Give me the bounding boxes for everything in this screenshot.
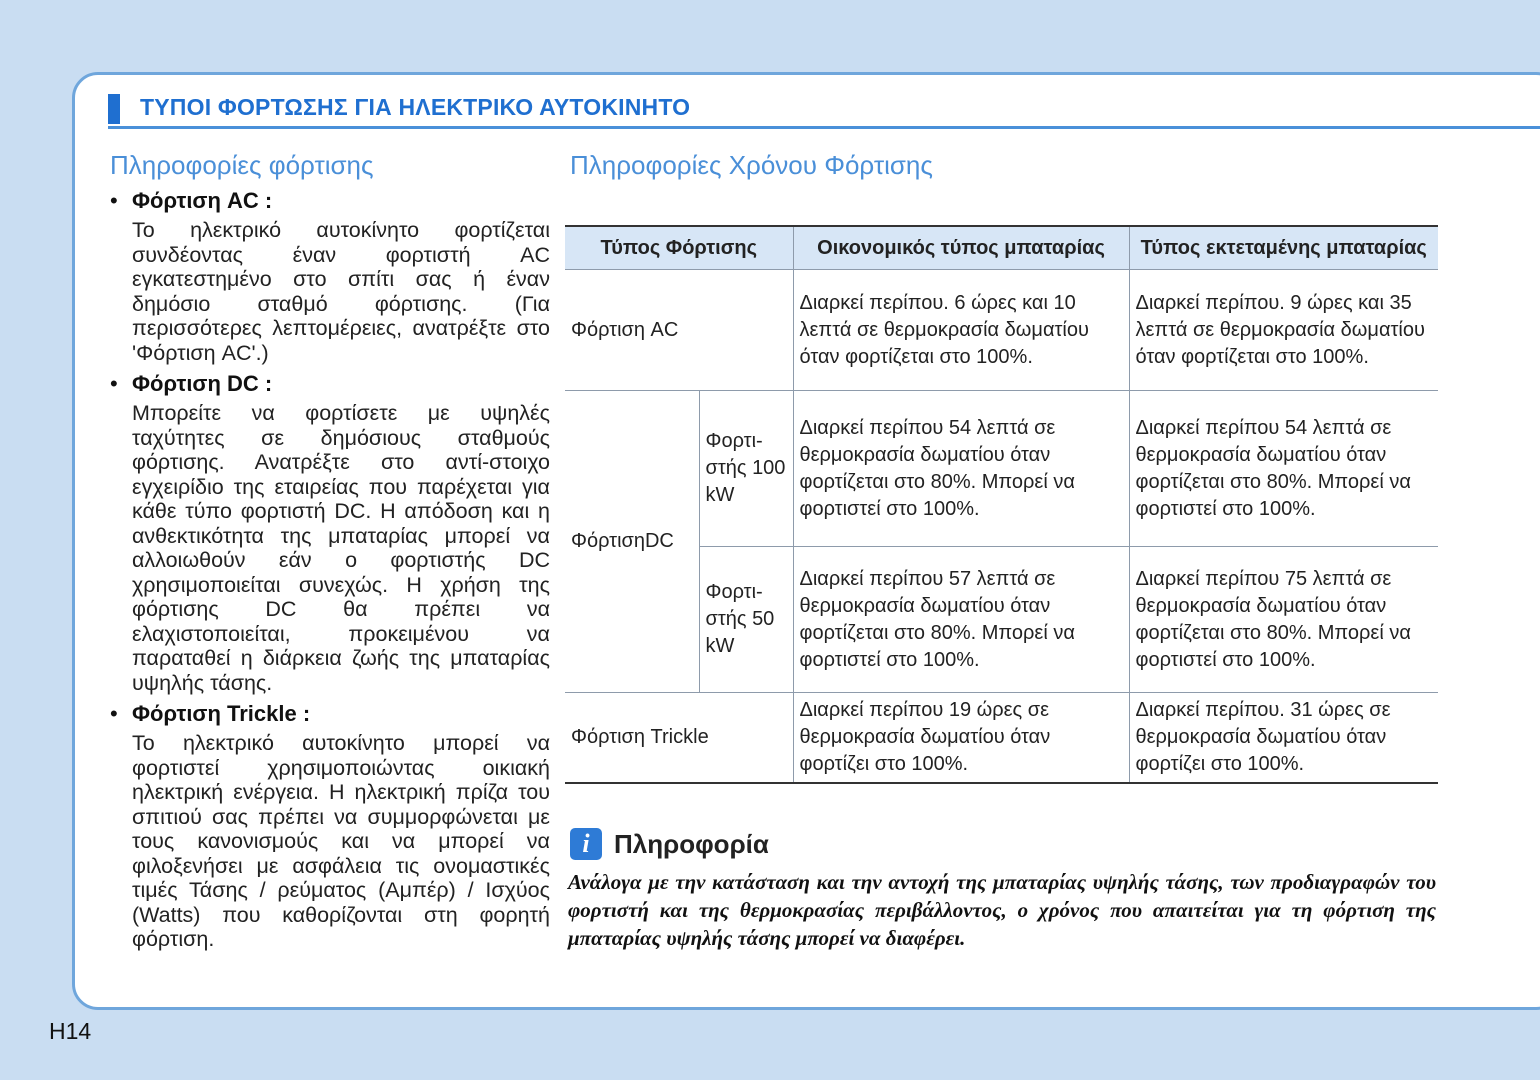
bullet-trickle-title bbox=[110, 701, 550, 727]
bullet-trickle-text: Το ηλεκτρικό αυτοκίνητο μπορεί να φορτιστεί χρησιμοποιώντας οικιακή ηλεκτρική ενέργεια. Η ηλεκτρική πρίζα του σπιτιού σας πρέπει να συμμορφώνεται με τους κανονισμούς και να μπορεί να φιλοξενήσει με ασφάλεια τις ονομαστικές τιμές Τάσης / ρεύματος (Αμπέρ) / Ισχύος (Watts) που καθορίζονται στη φορητή φόρτιση. bbox=[132, 731, 550, 951]
page-title: ΤΥΠΟΙ ΦΟΡΤΩΣΗΣ ΓΙΑ ΗΛΕΚΤΡΙΚΟ ΑΥΤΟΚΙΝΗΤΟ bbox=[140, 94, 691, 120]
row-dc-50-charger: Φορτι-στής 50 kW bbox=[699, 547, 793, 693]
table-header-row bbox=[565, 226, 1438, 270]
header-extended-battery: Τύπος εκτεταμένης μπαταρίας bbox=[1129, 226, 1438, 270]
charging-time-table bbox=[565, 225, 1438, 784]
row-trickle-extended: Διαρκεί περίπου. 31 ώρες σε θερμοκρασία δωματίου όταν φορτίζει στο 100%. bbox=[1129, 693, 1438, 783]
bullet-dc-label: Φόρτιση DC : bbox=[132, 371, 273, 396]
info-icon: i bbox=[570, 828, 602, 860]
row-ac-extended: Διαρκεί περίπου. 9 ώρες και 35 λεπτά σε θερμοκρασία δωματίου όταν φορτίζεται στο 100%. bbox=[1129, 270, 1438, 391]
table-row-trickle bbox=[565, 693, 1438, 783]
row-dc-100-charger: Φορτι-στής 100 kW bbox=[699, 391, 793, 547]
bullet-dc-text: Μπορείτε να φορτίσετε με υψηλές ταχύτητες σε δημόσιους σταθμούς φόρτισης. Ανατρέξτε στο αντί-στοιχο εγχειρίδιο της εταιρείας που παρέχεται για κάθε τύπο φορτιστή DC. Η απόδοση και η ανθεκτικότητα της μπαταρίας μπορεί να αλλοιωθούν εάν ο φορτιστής DC χρησιμοποιείται συνεχώς. Η χρήση της φόρτισης DC θα πρέπει να ελαχιστοποιείται, προκειμένου να παραταθεί η διάρκεια ζωής της μπαταρίας υψηλής τάσης. bbox=[132, 401, 550, 695]
row-dc-label: ΦόρτισηDC bbox=[565, 391, 699, 693]
charging-info-heading: Πληροφορίες φόρτισης bbox=[110, 150, 374, 180]
table-row-ac bbox=[565, 270, 1438, 391]
row-trickle-economic: Διαρκεί περίπου 19 ώρες σε θερμοκρασία δωματίου όταν φορτίζει στο 100%. bbox=[793, 693, 1129, 783]
header-charging-type: Τύπος Φόρτισης bbox=[565, 226, 793, 270]
section-title-bar bbox=[108, 92, 1540, 129]
row-dc-100-economic: Διαρκεί περίπου 54 λεπτά σε θερμοκρασία δωματίου όταν φορτίζεται στο 80%. Μπορεί να φορτιστεί στο 100%. bbox=[793, 391, 1129, 547]
charging-info-list bbox=[110, 186, 550, 958]
bullet-icon: • bbox=[110, 701, 118, 726]
row-dc-50-economic: Διαρκεί περίπου 57 λεπτά σε θερμοκρασία δωματίου όταν φορτίζεται στο 80%. Μπορεί να φορτιστεί στο 100%. bbox=[793, 547, 1129, 693]
bullet-dc-title bbox=[110, 371, 550, 397]
info-box-header bbox=[570, 828, 769, 860]
row-ac-economic: Διαρκεί περίπου. 6 ώρες και 10 λεπτά σε θερμοκρασία δωματίου όταν φορτίζεται στο 100%. bbox=[793, 270, 1129, 391]
charging-time-heading: Πληροφορίες Χρόνου Φόρτισης bbox=[570, 150, 933, 180]
row-dc-50-extended: Διαρκεί περίπου 75 λεπτά σε θερμοκρασία δωματίου όταν φορτίζεται στο 80%. Μπορεί να φορτιστεί στο 100%. bbox=[1129, 547, 1438, 693]
page-number: H14 bbox=[49, 1018, 92, 1044]
info-text: Ανάλογα με την κατάσταση και την αντοχή της μπαταρίας υψηλής τάσης, των προδιαγραφών του φορτιστή και της θερμοκρασίας περιβάλλοντος, ο χρόνος που απαιτείται για τη φόρτιση της μπαταρίας υψηλής τάσης μπορεί να διαφέρει. bbox=[568, 870, 1436, 950]
bullet-icon: • bbox=[110, 371, 118, 396]
info-title: Πληροφορία bbox=[614, 828, 769, 859]
header-economic-battery: Οικονομικός τύπος μπαταρίας bbox=[793, 226, 1129, 270]
bullet-trickle-label: Φόρτιση Trickle : bbox=[132, 701, 311, 726]
row-ac-label: Φόρτιση AC bbox=[565, 270, 793, 391]
title-marker bbox=[108, 94, 120, 124]
row-trickle-label: Φόρτιση Trickle bbox=[565, 693, 793, 783]
bullet-ac-label: Φόρτιση AC : bbox=[132, 188, 273, 213]
bullet-ac-text: Το ηλεκτρικό αυτοκίνητο φορτίζεται συνδέοντας έναν φορτιστή AC εγκατεστημένο στο σπίτι σας ή έναν δημόσιο σταθμό φόρτισης. (Για περισσότερες λεπτομέρειες, ανατρέξτε στο 'Φόρτιση AC'.) bbox=[132, 218, 550, 365]
row-dc-100-extended: Διαρκεί περίπου 54 λεπτά σε θερμοκρασία δωματίου όταν φορτίζεται στο 80%. Μπορεί να φορτιστεί στο 100%. bbox=[1129, 391, 1438, 547]
bullet-ac-title bbox=[110, 188, 550, 214]
table-row-dc-100 bbox=[565, 391, 1438, 547]
bullet-icon: • bbox=[110, 188, 118, 213]
